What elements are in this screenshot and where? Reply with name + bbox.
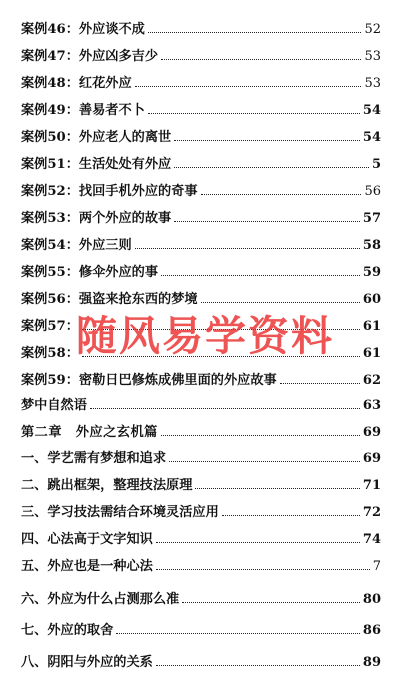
toc-entry-label: 案例51：生活处处有外应 [21, 156, 172, 172]
toc-entry-label: 二、跳出框架，整理技法原理 [21, 477, 193, 493]
toc-entry-label: 案例46：外应谈不成 [21, 21, 145, 37]
toc-entry-page: 69 [362, 425, 381, 440]
toc-entry-page: 71 [362, 478, 381, 493]
dot-leader [156, 665, 360, 666]
toc-entry-page: 5 [371, 157, 381, 172]
toc-entry-label: 六、外应为什么占测那么准 [21, 591, 180, 607]
watermark-text: 随风易学资料 [76, 312, 334, 360]
toc-entry [21, 338, 381, 360]
toc-entry [21, 149, 381, 171]
toc-entry-page: 74 [362, 532, 381, 547]
toc-entry [21, 284, 381, 306]
dot-leader [174, 167, 369, 168]
toc-entry-label: 案例47：外应凶多吉少 [21, 48, 159, 64]
dot-leader [161, 275, 360, 276]
dot-leader [161, 435, 360, 436]
toc-entry [21, 470, 381, 492]
toc-entry-page: 89 [362, 655, 381, 670]
toc-entry-label: 案例49：善易者不卜 [21, 102, 145, 118]
toc-entry-label: 案例53：两个外应的故事 [21, 210, 172, 226]
toc-entry-label: 三、学习技法需结合环境灵活应用 [21, 504, 219, 520]
dot-leader [116, 633, 360, 634]
toc-entry-label: 案例52：找回手机外应的奇事 [21, 183, 198, 199]
toc-entry [21, 176, 381, 198]
dot-leader [156, 569, 370, 570]
toc-entry-page: 54 [362, 103, 381, 118]
toc-entry [21, 584, 381, 606]
toc-entry [21, 551, 381, 573]
toc-entry [21, 41, 381, 63]
toc-entry-label: 案例56：强盗来抢东西的梦境 [21, 291, 198, 307]
toc-entry-label: 案例57： [21, 318, 79, 334]
toc-entry [21, 230, 381, 252]
dot-leader [280, 383, 360, 384]
toc-entry [21, 257, 381, 279]
toc-entry-label: 八、阴阳与外应的关系 [21, 654, 153, 670]
toc-entry-label: 梦中自然语 [21, 397, 87, 413]
toc-entry-label: 五、外应也是一种心法 [21, 558, 153, 574]
toc-entry-page: 61 [362, 319, 381, 334]
toc-entry-label: 七、外应的取舍 [21, 622, 114, 638]
toc-entry [21, 390, 381, 412]
toc-chapter-heading [21, 417, 381, 439]
toc-entry-page: 53 [364, 49, 381, 64]
toc-entry-page: 52 [364, 22, 381, 37]
toc-entry [21, 311, 381, 333]
toc-entry-label: 案例58： [21, 345, 79, 361]
dot-leader [174, 221, 360, 222]
toc-entry-label: 案例59：密勒日巴修炼成佛里面的外应故事 [21, 372, 277, 388]
dot-leader [90, 408, 360, 409]
toc-entry-label: 案例48：红花外应 [21, 75, 132, 91]
toc-entry [21, 647, 381, 669]
toc-entry-page: 72 [362, 505, 381, 520]
toc-entry-page: 86 [362, 623, 381, 638]
dot-leader [161, 59, 361, 60]
toc-entry [21, 443, 381, 465]
toc-entry [21, 615, 381, 637]
toc-entry-page: 53 [364, 76, 381, 91]
toc-entry [21, 122, 381, 144]
toc-entry-label: 案例54：外应三则 [21, 237, 132, 253]
dot-leader [222, 515, 360, 516]
toc-entry-page: 80 [362, 592, 381, 607]
toc-entry [21, 68, 381, 90]
toc-entry-label: 案例55：修伞外应的事 [21, 264, 159, 280]
dot-leader [201, 302, 360, 303]
dot-leader [148, 113, 360, 114]
dot-leader [135, 248, 360, 249]
toc-entry-page: 54 [362, 130, 381, 145]
dot-leader [174, 140, 360, 141]
toc-entry-page: 63 [362, 398, 381, 413]
toc-entry [21, 365, 381, 387]
toc-entry-page: 57 [362, 211, 381, 226]
toc-entry [21, 95, 381, 117]
dot-leader [195, 488, 359, 489]
toc-entry-label: 第二章 外应之玄机篇 [21, 424, 158, 440]
dot-leader [82, 356, 360, 357]
toc-entry [21, 14, 381, 36]
toc-entry-label: 一、学艺需有梦想和追求 [21, 450, 167, 466]
toc-entry-page: 61 [362, 346, 381, 361]
toc-entry-page: 7 [372, 559, 381, 574]
dot-leader [156, 542, 360, 543]
toc-entry-label: 案例50：外应老人的离世 [21, 129, 172, 145]
toc-entry [21, 203, 381, 225]
toc-entry-page: 60 [362, 292, 381, 307]
toc-entry-label: 四、心法高于文字知识 [21, 531, 153, 547]
dot-leader [135, 86, 362, 87]
dot-leader [169, 461, 360, 462]
toc-entry [21, 497, 381, 519]
toc-entry-page: 62 [362, 373, 381, 388]
toc-entry-page: 58 [362, 238, 381, 253]
toc-entry-page: 56 [364, 184, 381, 199]
dot-leader [148, 32, 362, 33]
dot-leader [201, 194, 362, 195]
dot-leader [182, 602, 360, 603]
dot-leader [82, 329, 360, 330]
toc-entry [21, 524, 381, 546]
toc-entry-page: 59 [362, 265, 381, 280]
toc-entry-page: 69 [362, 451, 381, 466]
